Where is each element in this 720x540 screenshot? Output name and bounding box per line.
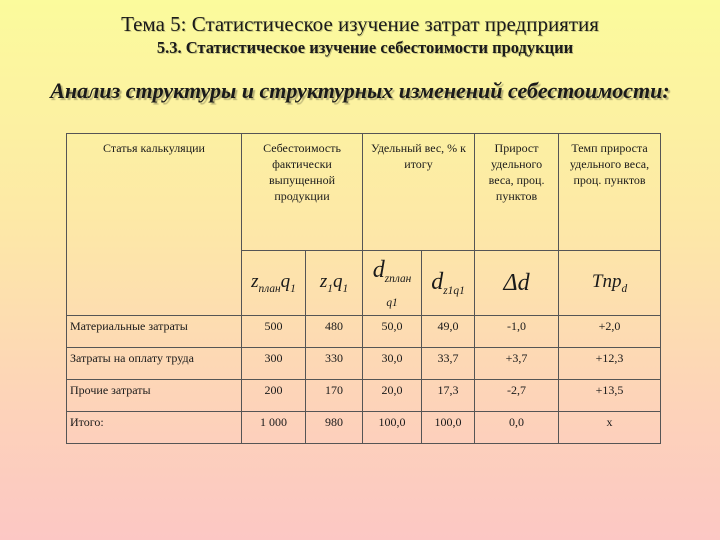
cell-growth-rate: х xyxy=(559,412,661,444)
header-share-growth-rate: Темп прироста удельного веса, проц. пунктов xyxy=(559,134,661,251)
cell-share-actual: 100,0 xyxy=(422,412,475,444)
cell-share-actual: 17,3 xyxy=(422,380,475,412)
cell-cost-plan: 200 xyxy=(242,380,306,412)
row-label: Прочие затраты xyxy=(67,380,242,412)
table-header-row xyxy=(67,134,661,251)
section-subtitle: 5.3. Статистическое изучение себестоимости продукции xyxy=(156,38,574,57)
cell-share-plan: 20,0 xyxy=(363,380,422,412)
cell-cost-plan: 1 000 xyxy=(242,412,306,444)
cell-share-plan: 100,0 xyxy=(363,412,422,444)
cell-share-actual: 33,7 xyxy=(422,348,475,380)
cell-cost-actual: 170 xyxy=(306,380,363,412)
row-label: Материальные затраты xyxy=(67,316,242,348)
symbol-cell-empty xyxy=(67,251,242,316)
header-cost-actual: Себестоимость фактически выпущенной продукции xyxy=(242,134,363,251)
cost-structure-table xyxy=(66,133,661,444)
cell-share-increase: +3,7 xyxy=(475,348,559,380)
header-share: Удельный вес, % к итогу xyxy=(363,134,475,251)
cell-cost-actual: 330 xyxy=(306,348,363,380)
table-row xyxy=(67,348,661,380)
header-share-increase: Прирост удельного веса, проц. пунктов xyxy=(475,134,559,251)
symbol-d-plan: $d_{zплан q1}$ xyxy=(363,251,422,316)
symbol-growth-rate: Tпр$_d$ xyxy=(559,251,661,316)
cell-growth-rate: +2,0 xyxy=(559,316,661,348)
cell-cost-plan: 300 xyxy=(242,348,306,380)
row-label: Затраты на оплату труда xyxy=(67,348,242,380)
cell-cost-plan: 500 xyxy=(242,316,306,348)
cell-share-increase: -2,7 xyxy=(475,380,559,412)
table-row xyxy=(67,380,661,412)
symbol-z-plan-q1: $z_{план}q_1$ xyxy=(242,251,306,316)
cell-share-increase: 0,0 xyxy=(475,412,559,444)
table-row-total xyxy=(67,412,661,444)
cell-growth-rate: +12,3 xyxy=(559,348,661,380)
table-row xyxy=(67,316,661,348)
slide-heading: Анализ структуры и структурных изменений себестоимости: xyxy=(50,78,670,103)
header-cost-item: Статья калькуляции xyxy=(67,134,242,251)
symbol-delta-d: Δd xyxy=(475,251,559,316)
symbol-z1-q1: $z_1q_1$ xyxy=(306,251,363,316)
cell-share-plan: 30,0 xyxy=(363,348,422,380)
cell-growth-rate: +13,5 xyxy=(559,380,661,412)
cell-cost-actual: 980 xyxy=(306,412,363,444)
topic-title: Тема 5: Статистическое изучение затрат предприятия xyxy=(121,12,599,36)
cell-share-actual: 49,0 xyxy=(422,316,475,348)
symbol-d-actual: $d_{z1q1}$ xyxy=(422,251,475,316)
row-label: Итого: xyxy=(67,412,242,444)
cell-cost-actual: 480 xyxy=(306,316,363,348)
table-symbol-row xyxy=(67,251,661,316)
cell-share-plan: 50,0 xyxy=(363,316,422,348)
cell-share-increase: -1,0 xyxy=(475,316,559,348)
